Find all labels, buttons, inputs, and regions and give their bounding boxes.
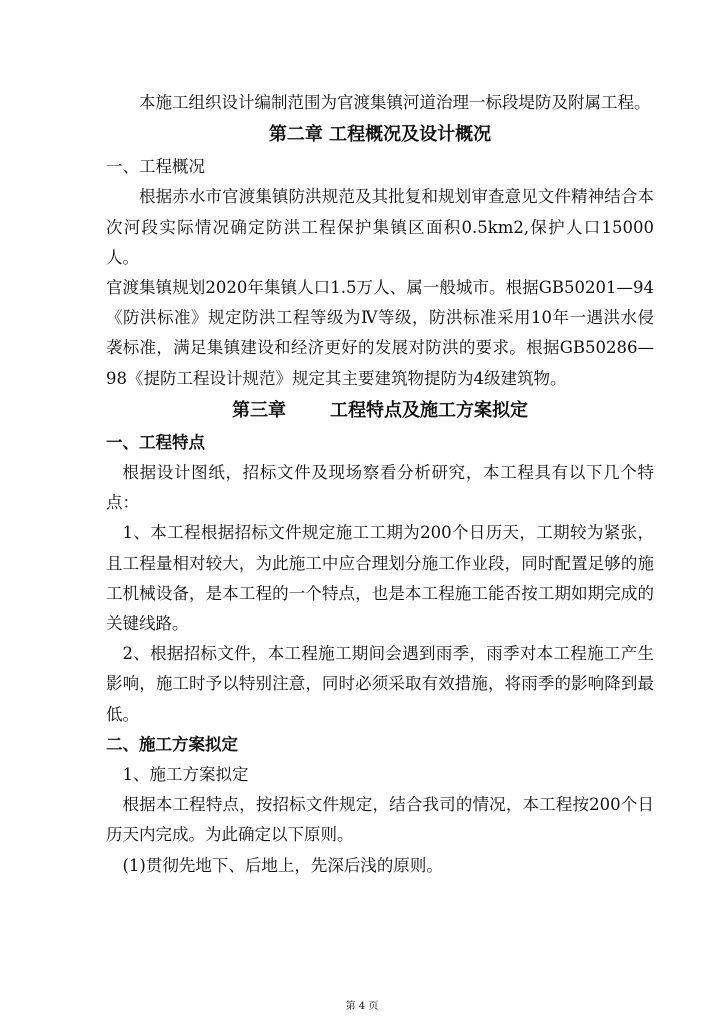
feature-point-1: 1、本工程根据招标文件规定施工工期为200个日历天，工期较为紧张，且工程量相对较大，为此施工中应合理划分施工作业段，同时配置足够的施工机械设备，是本工程的一个特点，也是本工程施工能否按工期如期完成的关键线路。 — [106, 523, 654, 634]
feature-point-2: 2、根据招标文件，本工程施工期间会遇到雨季，雨季对本工程施工产生影响，施工时予以特别注意，同时必须采取有效措施，将雨季的影响降到最低。 — [106, 644, 654, 724]
subsection-1-title: 1、施工方案拟定 — [122, 765, 249, 785]
chapter-3-number: 第三章 — [232, 399, 286, 421]
features-intro-paragraph: 根据设计图纸，招标文件及现场察看分析研究，本工程具有以下几个特点： — [106, 463, 654, 513]
scope-paragraph: 本施工组织设计编制范围为官渡集镇河道治理一标段堤防及附属工程。 — [139, 93, 651, 112]
project-overview-paragraph-1: 根据赤水市官渡集镇防洪规范及其批复和规划审查意见文件精神结合本次河段实际情况确定防洪工程保护集镇区面积0.5km2,保护人口15000人。 — [106, 187, 654, 267]
document-body — [106, 88, 654, 881]
chapter-3-section-1-title: 一、工程特点 — [106, 432, 205, 452]
subsection-1-paragraph: 根据本工程特点，按招标文件规定，结合我司的情况，本工程按200个日历天内完成。为此确定以下原则。 — [106, 795, 654, 845]
page-number-footer: 第 4 页 — [345, 1001, 379, 1012]
chapter-2-title: 第二章 工程概况及设计概况 — [268, 124, 492, 146]
principle-1: (1)贯彻先地下、后地上，先深后浅的原则。 — [122, 855, 443, 875]
project-overview-paragraph-2: 官渡集镇规划2020年集镇人口1.5万人、属一般城市。根据GB50201—94《防洪标准》规定防洪工程等级为Ⅳ等级，防洪标准采用10年一遇洪水侵袭标准，满足集镇建设和经济更好的发展对防洪的要求。根据GB50286—98《提防工程设计规范》规定其主要建筑物提防为4级建筑物。 — [106, 278, 654, 388]
chapter-3-name: 工程特点及施工方案拟定 — [330, 399, 528, 421]
chapter-3-section-2-title: 二、施工方案拟定 — [106, 734, 238, 754]
chapter-2-section-1-title: 一、工程概况 — [106, 157, 205, 177]
chapter-3-title — [106, 394, 654, 428]
